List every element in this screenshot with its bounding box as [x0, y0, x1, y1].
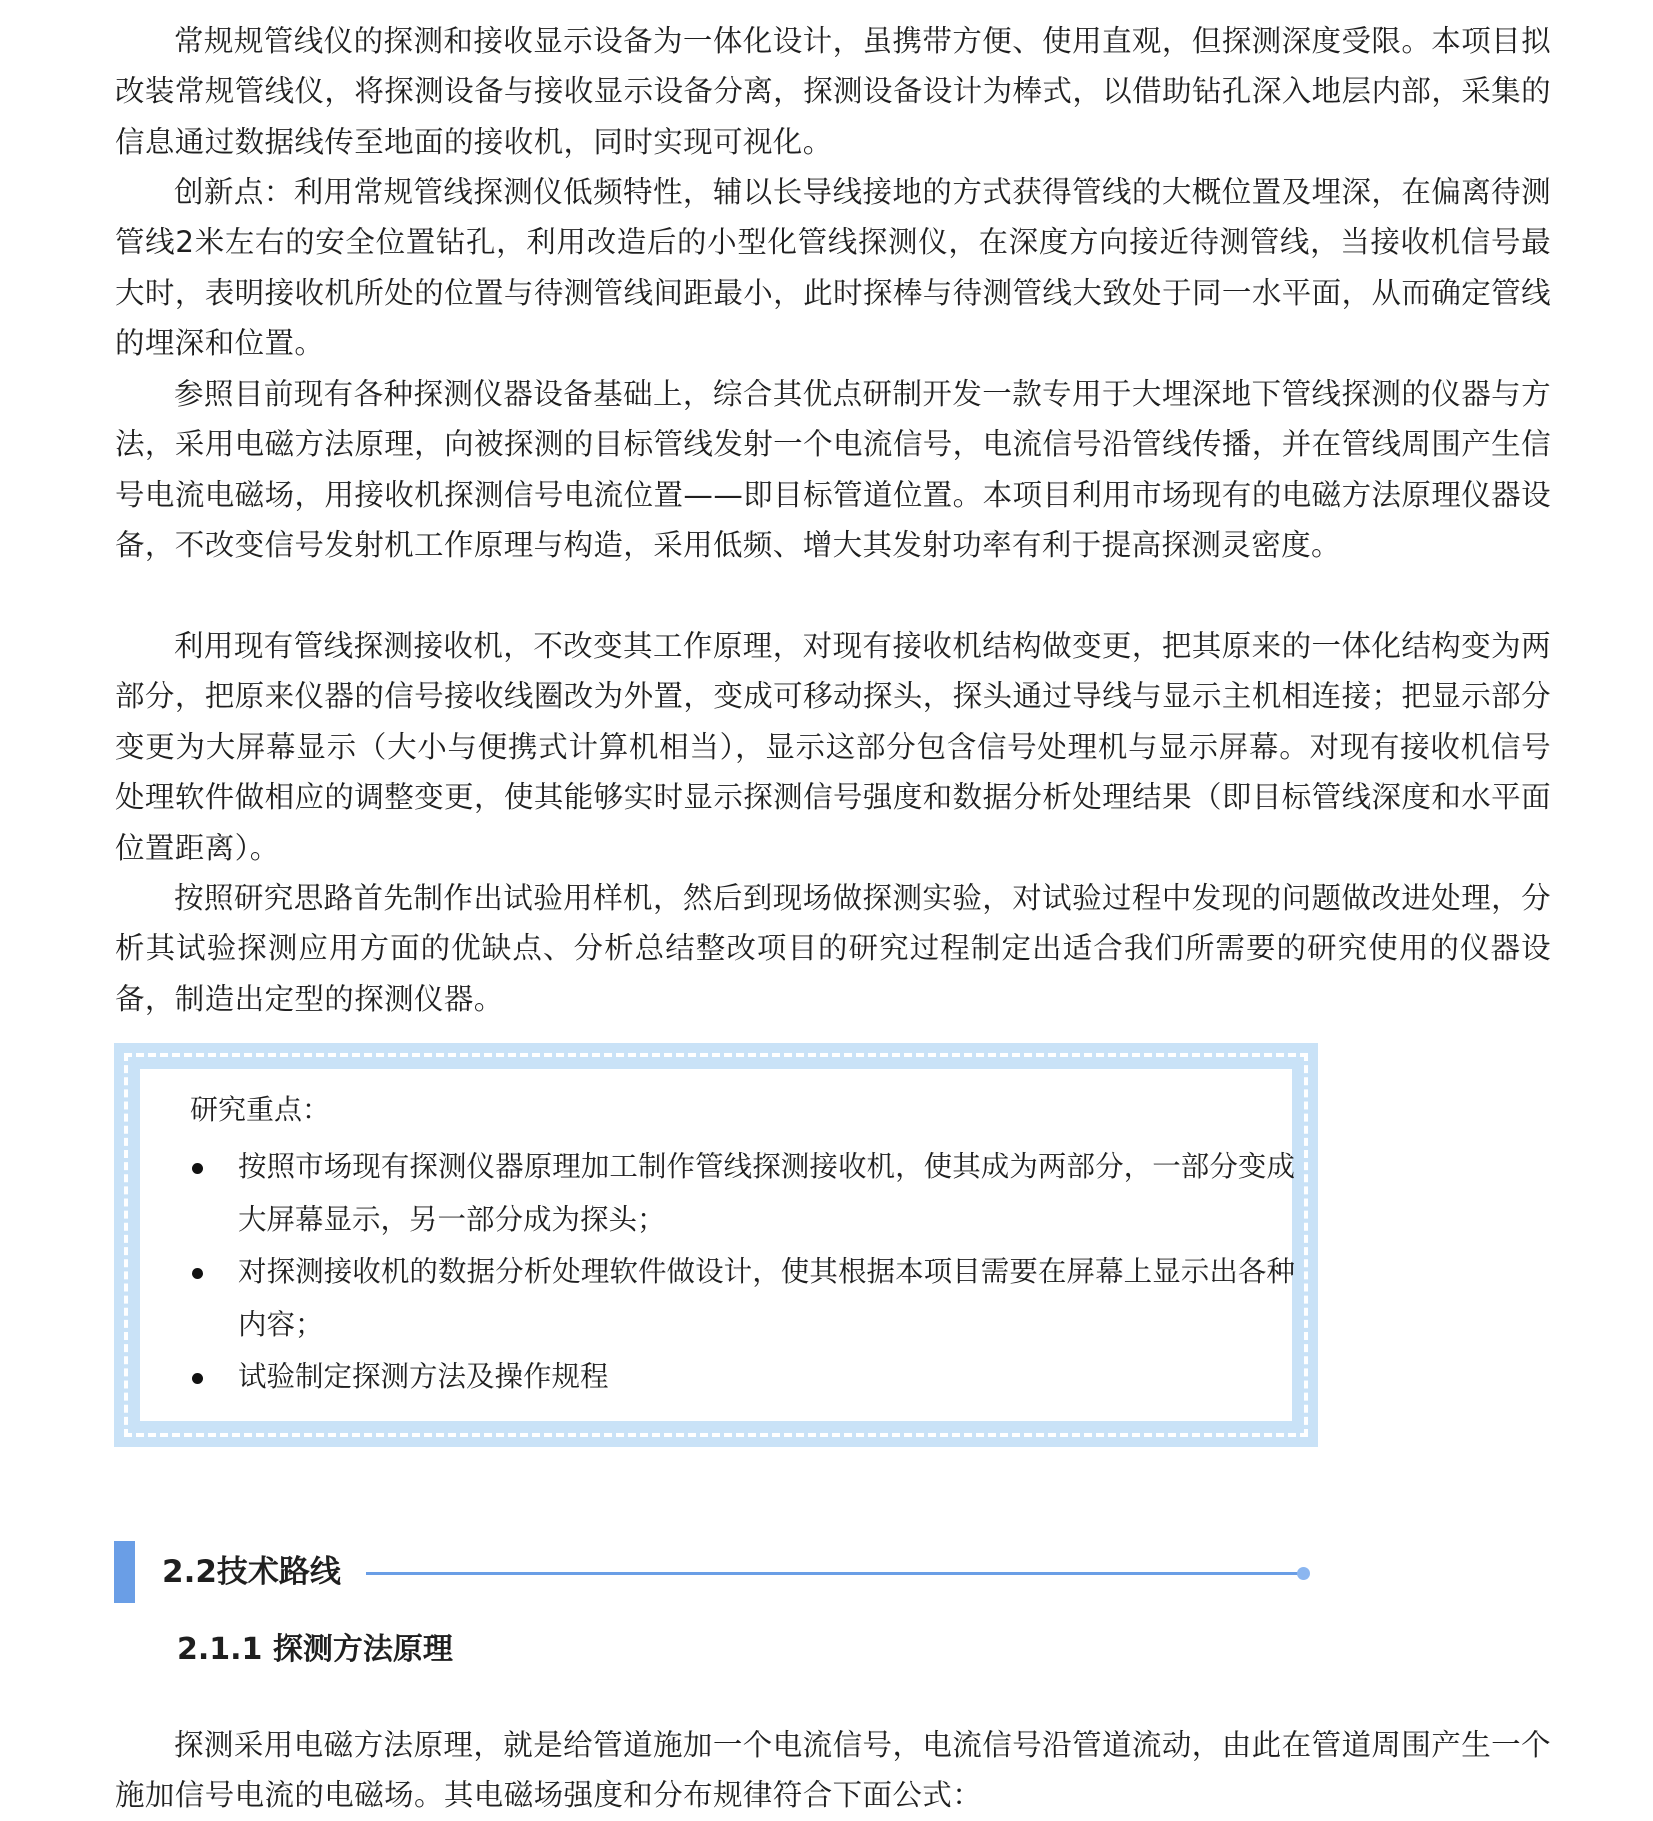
list-item-text: 试验制定探测方法及操作规程 [238, 1360, 609, 1393]
list-item [190, 1246, 1295, 1351]
callout-content-layer [114, 0, 1318, 1817]
body-paragraph: 利用现有管线探测接收机，不改变其工作原理，对现有接收机结构做变更，把其原来的一体化结构变为两部分，把原来仪器的信号接收线圈改为外置，变成可移动探头，探头通过导线与显示主机相连接；把显示部分变更为大屏幕显示（大小与便携式计算机相当），显示这部分包含信号处理机与显示屏幕。对现有接收机信号处理软件做相应的调整变更，使其能够实时显示探测信号强度和数据分析处理结果（即目标管线深度和水平面位置距离）。 [115, 629, 1551, 865]
section-accent-bar [114, 1541, 135, 1603]
body-paragraph: 按照研究思路首先制作出试验用样机，然后到现场做探测实验，对试验过程中发现的问题做改进处理，分析其试验探测应用方面的优缺点、分析总结整改项目的研究过程制定出适合我们所需要的研究使用的仪器设备，制造出定型的探测仪器。 [115, 881, 1551, 1016]
section-heading: 2.2技术路线 [162, 1554, 341, 1590]
list-item-text: 按照市场现有探测仪器原理加工制作管线探测接收机，使其成为两部分，一部分变成大屏幕显示，另一部分成为探头； [238, 1150, 1295, 1236]
body-paragraph: 常规规管线仪的探测和接收显示设备为一体化设计，虽携带方便、使用直观，但探测深度受限。本项目拟改装常规管线仪，将探测设备与接收显示设备分离，探测设备设计为棒式，以借助钻孔深入地层内部，采集的信息通过数据线传至地面的接收机，同时实现可视化。 [115, 24, 1551, 159]
section-divider-dot [1297, 1567, 1310, 1580]
list-item [190, 1141, 1295, 1246]
bullet-dot-icon [192, 1268, 203, 1279]
subsection-heading: 2.1.1 探测方法原理 [177, 1632, 453, 1667]
body-paragraph: 探测采用电磁方法原理，就是给管道施加一个电流信号，电流信号沿管道流动，由此在管道周围产生一个施加信号电流的电磁场。其电磁场强度和分布规律符合下面公式： [115, 1728, 1551, 1813]
section-divider-line [366, 1572, 1300, 1575]
callout-bullet-list [190, 1141, 1390, 1404]
body-paragraph: 创新点：利用常规管线探测仪低频特性，辅以长导线接地的方式获得管线的大概位置及埋深，在偏离待测管线2米左右的安全位置钻孔，利用改造后的小型化管线探测仪，在深度方向接近待测管线，当接收机信号最大时，表明接收机所处的位置与待测管线间距最小，此时探棒与待测管线大致处于同一水平面，从而确定管线的埋深和位置。 [115, 175, 1551, 361]
list-item-text: 对探测接收机的数据分析处理软件做设计，使其根据本项目需要在屏幕上显示出各种内容； [238, 1255, 1295, 1341]
bullet-dot-icon [192, 1163, 203, 1174]
callout-title: 研究重点： [190, 1093, 331, 1126]
body-paragraph: 参照目前现有各种探测仪器设备基础上，综合其优点研制开发一款专用于大埋深地下管线探测的仪器与方法，采用电磁方法原理，向被探测的目标管线发射一个电流信号，电流信号沿管线传播，并在管线周围产生信号电流电磁场，用接收机探测信号电流位置——即目标管道位置。本项目利用市场现有的电磁方法原理仪器设备，不改变信号发射机工作原理与构造，采用低频、增大其发射功率有利于提高探测灵密度。 [115, 377, 1551, 563]
list-item [190, 1351, 1295, 1404]
bullet-dot-icon [192, 1373, 203, 1384]
